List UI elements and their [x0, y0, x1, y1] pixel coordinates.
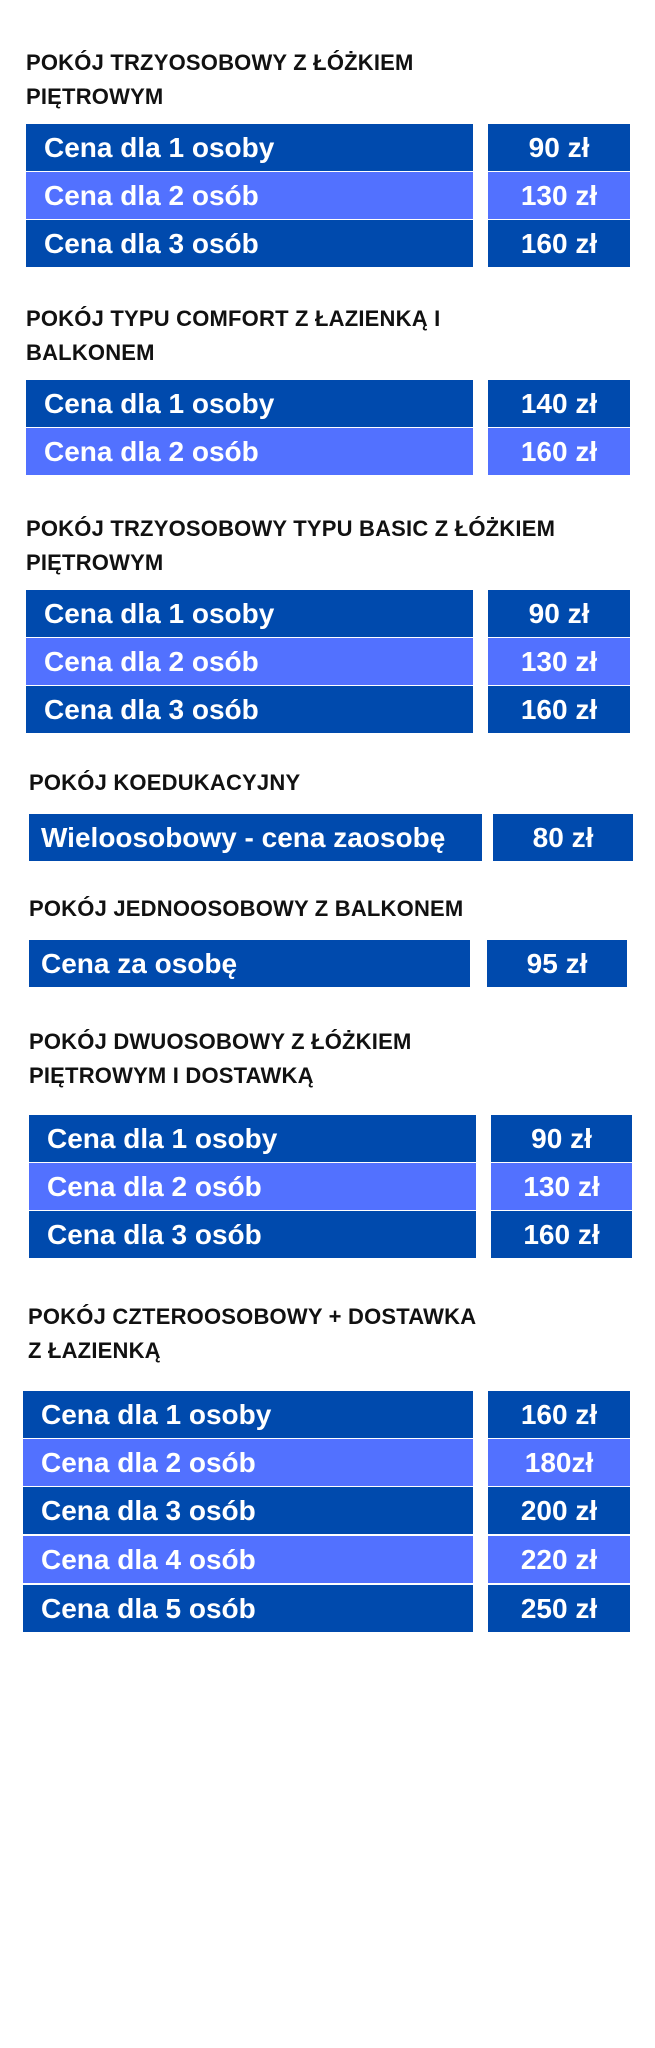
row-price: 95 zł: [487, 940, 627, 987]
row-price: 160 zł: [488, 220, 630, 267]
price-row: [23, 1585, 630, 1633]
row-label: Cena dla 2 osób: [26, 638, 473, 685]
row-label: Cena dla 1 osoby: [26, 590, 473, 637]
row-label: Cena dla 1 osoby: [23, 1391, 473, 1438]
price-row: [26, 380, 630, 428]
price-row: [29, 940, 633, 988]
price-row: [23, 1439, 630, 1487]
row-price: 180zł: [488, 1439, 630, 1486]
price-row: [29, 1163, 633, 1211]
row-label: Cena dla 1 osoby: [26, 380, 473, 427]
price-row: [26, 172, 630, 220]
price-row: [26, 428, 630, 476]
section-title: POKÓJ TRZYOSOBOWY Z ŁÓŻKIEM PIĘTROWYM: [26, 50, 414, 109]
row-price: 130 zł: [491, 1163, 632, 1210]
price-row: [26, 686, 630, 734]
row-label: Cena dla 2 osób: [26, 428, 473, 475]
row-label: Cena dla 4 osób: [23, 1536, 473, 1583]
price-row: [26, 590, 630, 638]
section-title: POKÓJ TYPU COMFORT Z ŁAZIENKĄ I BALKONEM: [26, 306, 441, 365]
price-row: [29, 1115, 633, 1163]
row-label: Cena dla 3 osób: [29, 1211, 476, 1258]
row-price: 80 zł: [493, 814, 633, 861]
price-row: [23, 1487, 630, 1535]
row-price: 160 zł: [488, 686, 630, 733]
row-price: 90 zł: [491, 1115, 632, 1162]
row-price: 140 zł: [488, 380, 630, 427]
section-title: POKÓJ CZTEROOSOBOWY + DOSTAWKA Z ŁAZIENKĄ: [28, 1304, 477, 1363]
row-price: 130 zł: [488, 172, 630, 219]
row-label: Cena dla 1 osoby: [29, 1115, 476, 1162]
price-row: [23, 1536, 630, 1584]
row-price: 160 zł: [491, 1211, 632, 1258]
section-title: POKÓJ JEDNOOSOBOWY Z BALKONEM: [29, 896, 464, 921]
price-row: [26, 124, 630, 172]
price-row: [29, 814, 633, 862]
section-title: POKÓJ KOEDUKACYJNY: [29, 770, 301, 795]
section-title: POKÓJ DWUOSOBOWY Z ŁÓŻKIEM PIĘTROWYM I DOSTAWKĄ: [29, 1029, 412, 1088]
row-price: 160 zł: [488, 428, 630, 475]
row-label: Cena dla 2 osób: [26, 172, 473, 219]
row-label: Wieloosobowy - cena zaosobę: [29, 814, 482, 861]
row-label: Cena za osobę: [29, 940, 470, 987]
row-price: 220 zł: [488, 1536, 630, 1583]
row-label: Cena dla 5 osób: [23, 1585, 473, 1632]
row-price: 250 zł: [488, 1585, 630, 1632]
row-label: Cena dla 2 osób: [29, 1163, 476, 1210]
row-label: Cena dla 1 osoby: [26, 124, 473, 171]
row-label: Cena dla 3 osób: [23, 1487, 473, 1534]
price-row: [23, 1391, 630, 1439]
row-price: 90 zł: [488, 124, 630, 171]
row-price: 160 zł: [488, 1391, 630, 1438]
row-price: 90 zł: [488, 590, 630, 637]
price-row: [29, 1211, 633, 1259]
row-label: Cena dla 3 osób: [26, 686, 473, 733]
row-label: Cena dla 3 osób: [26, 220, 473, 267]
row-price: 130 zł: [488, 638, 630, 685]
price-row: [26, 220, 630, 268]
price-row: [26, 638, 630, 686]
row-price: 200 zł: [488, 1487, 630, 1534]
section-title: POKÓJ TRZYOSOBOWY TYPU BASIC Z ŁÓŻKIEM PIĘTROWYM: [26, 516, 556, 575]
row-label: Cena dla 2 osób: [23, 1439, 473, 1486]
